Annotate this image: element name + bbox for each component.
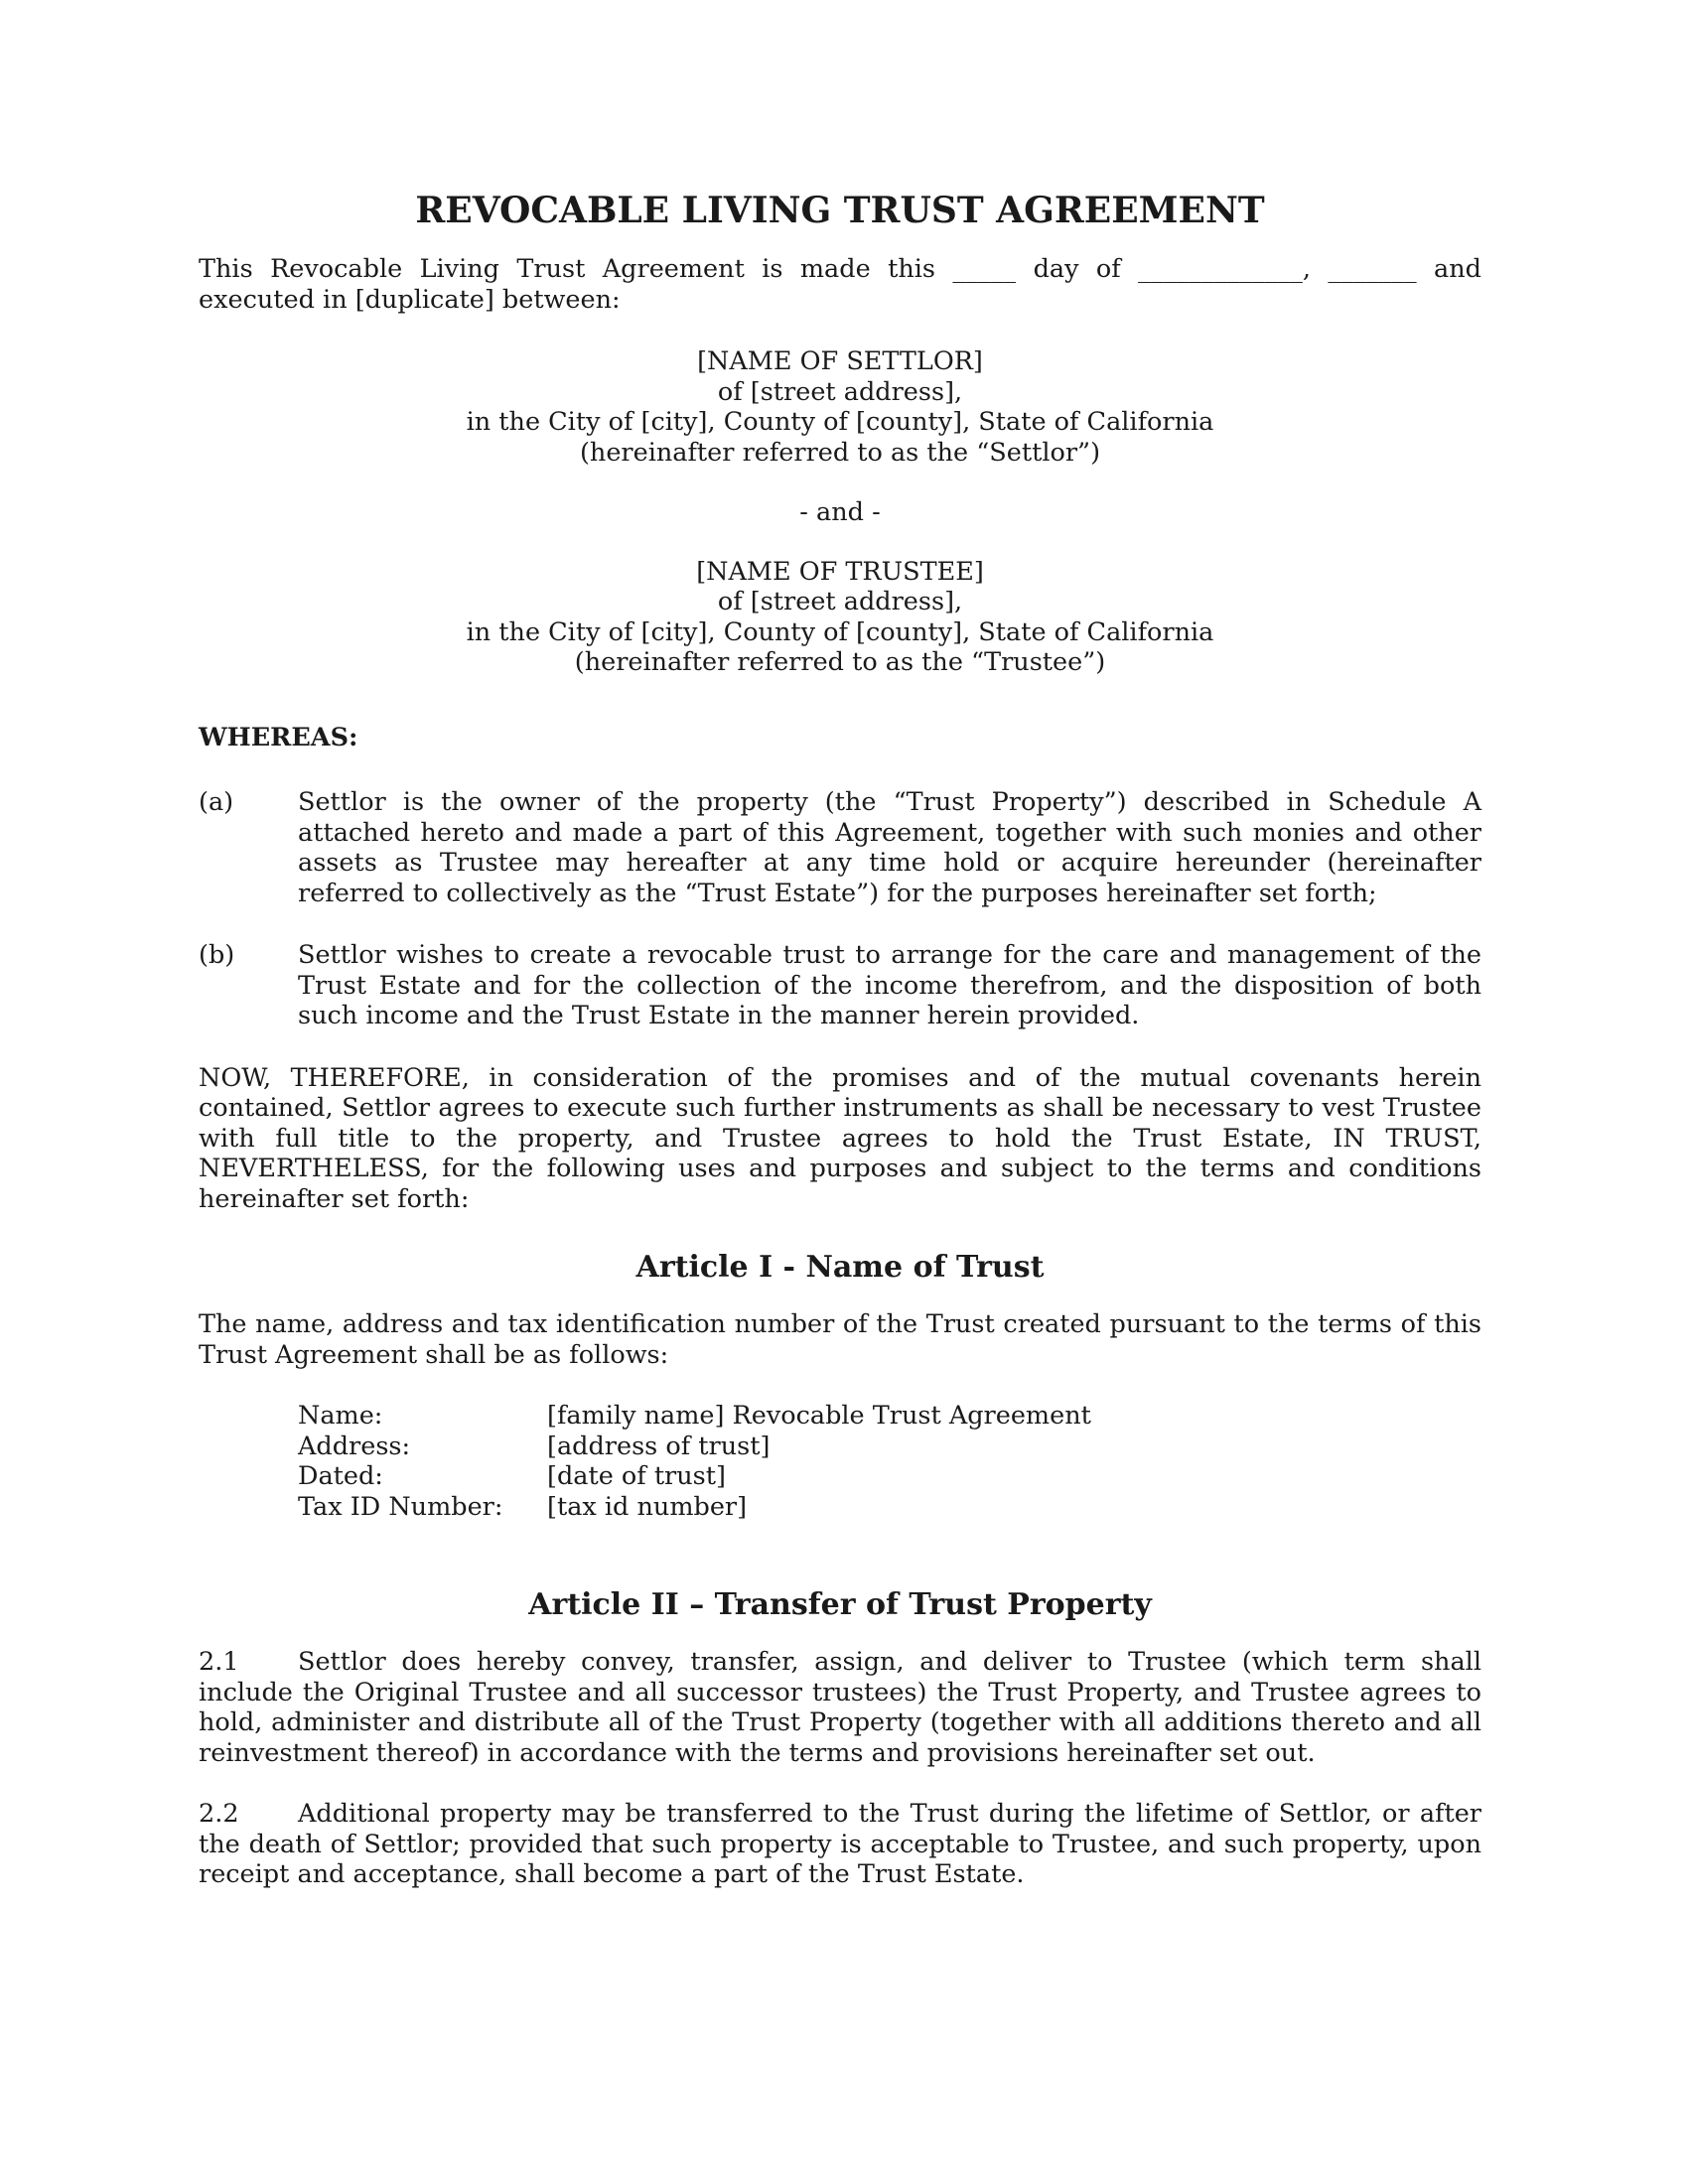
trust-info-row [298, 1461, 1481, 1492]
trustee-address: of [street address], [717, 587, 963, 616]
section-text: Additional property may be transferred to the Trust during the lifetime of Settlor, or after the death of Settlor; provided that such property is acceptable to Trustee, and such property, upon receipt and acceptance, shall become a part of the Trust Estate. [199, 1799, 1481, 1889]
article-1-intro: The name, address and tax identification number of the Trust created pursuant to the terms of this Trust Agreement shall be as follows: [199, 1309, 1481, 1370]
recital-label: (a) [199, 787, 234, 817]
recital-text: Settlor wishes to create a revocable trust to arrange for the care and management of the Trust Estate and for the collection of the income therefrom, and the disposition of both such income and the Trust Estate in the manner herein provided. [298, 940, 1481, 1030]
settlor-referred: (hereinafter referred to as the “Settlor”) [579, 437, 1101, 468]
document-page [199, 189, 1481, 1921]
trust-info-row [298, 1492, 1481, 1523]
recital-text: Settlor is the owner of the property (the “Trust Property”) described in Schedule A attached hereto and made a part of this Agreement, together with such monies and other assets as Trustee may hereafter at any time hold or acquire hereunder (hereinafter referred to collectively as the “Trust Estate”) for the purposes hereinafter set forth; [298, 787, 1481, 908]
trust-info-label: Dated: [298, 1461, 383, 1491]
and-separator: - and - [799, 497, 881, 527]
article-1-heading: Article I - Name of Trust [635, 1250, 1045, 1285]
recital-label: (b) [199, 940, 235, 970]
trust-info-table [298, 1401, 1481, 1522]
settlor-name: [NAME OF SETTLOR] [697, 346, 983, 376]
section-number: 2.2 [199, 1799, 239, 1829]
trust-info-row [298, 1401, 1481, 1432]
trust-info-row [298, 1432, 1481, 1462]
trust-info-value: [date of trust] [547, 1461, 726, 1491]
intro-paragraph: This Revocable Living Trust Agreement is made this _____ day of _____________, _______ and executed in [duplicate] between: [199, 254, 1481, 315]
trustee-block [199, 557, 1481, 678]
trust-info-label: Name: [298, 1401, 383, 1431]
now-therefore-paragraph: NOW, THEREFORE, in consideration of the promises and of the mutual covenants herein contained, Settlor agrees to execute such further instruments as shall be necessary to vest Trustee with full title to the property, and Trustee agrees to hold the Trust Estate, IN TRUST, NEVERTHELESS, for the following uses and purposes and subject to the terms and conditions hereinafter set forth: [199, 1062, 1481, 1214]
article-2-heading: Article II – Transfer of Trust Property [528, 1587, 1152, 1622]
settlor-city-line: in the City of [city], County of [county], State of California [466, 407, 1214, 437]
trust-info-value: [address of trust] [547, 1431, 771, 1461]
section-number: 2.1 [199, 1647, 239, 1677]
section-text: Settlor does hereby convey, transfer, assign, and deliver to Trustee (which term shall include the Original Trustee and all successor trustees) the Trust Property, and Trustee agrees to hold, administer and distribute all of the Trust Property (together with all additions thereto and all reinvestment thereof) in accordance with the terms and provisions hereinafter set out. [199, 1647, 1481, 1768]
whereas-heading: WHEREAS: [199, 722, 358, 752]
trustee-referred: (hereinafter referred to as the “Trustee”) [574, 647, 1106, 677]
recital-item [199, 940, 1481, 1031]
section-paragraph [199, 1647, 1481, 1768]
settlor-block [199, 346, 1481, 468]
section-paragraph [199, 1799, 1481, 1890]
trust-info-value: [tax id number] [547, 1491, 748, 1522]
settlor-address: of [street address], [717, 376, 963, 407]
trust-info-value: [family name] Revocable Trust Agreement [547, 1401, 1091, 1431]
trust-info-label: Tax ID Number: [298, 1491, 503, 1522]
trust-info-label: Address: [298, 1431, 411, 1461]
trustee-name: [NAME OF TRUSTEE] [696, 556, 984, 587]
recital-item [199, 787, 1481, 908]
document-title: REVOCABLE LIVING TRUST AGREEMENT [415, 190, 1265, 231]
trustee-city-line: in the City of [city], County of [county], State of California [466, 616, 1214, 647]
